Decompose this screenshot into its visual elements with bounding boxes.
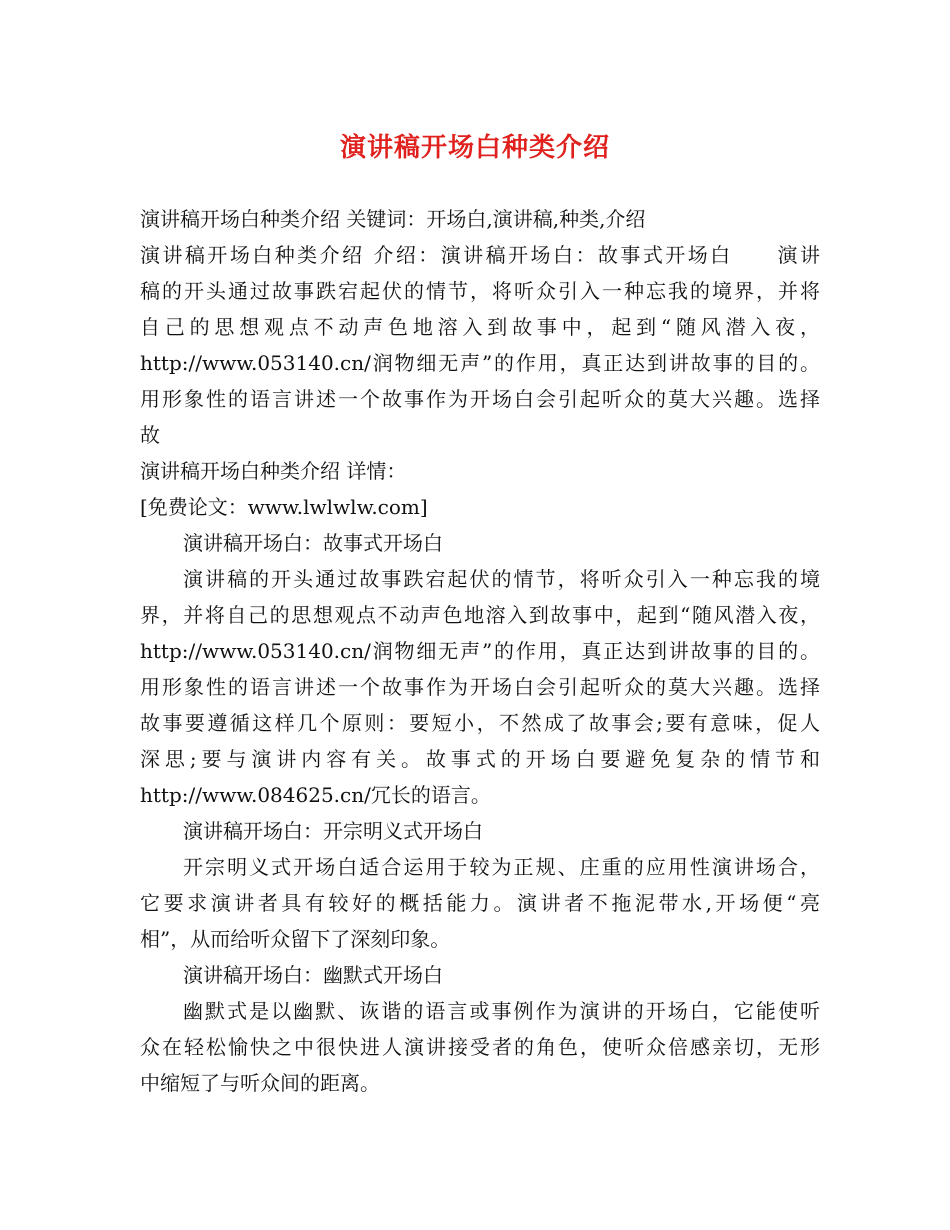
section-heading: 演讲稿开场白：开宗明义式开场白 <box>183 819 483 843</box>
section-heading: 演讲稿开场白：幽默式开场白 <box>183 963 443 987</box>
body-line: 中缩短了与听众间的距离。 <box>140 1071 380 1095</box>
summary-line: http://www.053140.cn/润物细无声”的作用，真正达到讲故事的目的。 <box>140 351 820 375</box>
source-line: [免费论文：www.lwlwlw.com] <box>140 495 428 519</box>
summary-line: 演讲稿开场白种类介绍 介绍：演讲稿开场白：故事式开场白 演讲 <box>140 243 820 267</box>
body-line: 故事要遵循这样几个原则：要短小，不然成了故事会;要有意味，促人 <box>140 711 820 735</box>
summary-line: 用形象性的语言讲述一个故事作为开场白会引起听众的莫大兴趣。选择 <box>140 387 820 411</box>
details-heading: 演讲稿开场白种类介绍 详情： <box>140 459 407 483</box>
keywords-line: 演讲稿开场白种类介绍 关键词：开场白,演讲稿,种类,介绍 <box>140 207 646 231</box>
summary-line: 稿的开头通过故事跌宕起伏的情节，将听众引入一种忘我的境界，并将 <box>140 279 820 303</box>
section-heading: 演讲稿开场白：故事式开场白 <box>183 531 443 555</box>
summary-line: 自己的思想观点不动声色地溶入到故事中，起到“随风潜入夜， <box>140 315 820 339</box>
body-line: 界，并将自己的思想观点不动声色地溶入到故事中，起到“随风潜入夜， <box>140 603 820 627</box>
body-line: 开宗明义式开场白适合运用于较为正规、庄重的应用性演讲场合， <box>183 855 820 879</box>
body-line: 深思;要与演讲内容有关。故事式的开场白要避免复杂的情节和 <box>140 747 820 771</box>
body-line: http://www.053140.cn/润物细无声”的作用，真正达到讲故事的目的。 <box>140 639 820 663</box>
body-line: 相”，从而给听众留下了深刻印象。 <box>140 927 451 951</box>
body-line: 演讲稿的开头通过故事跌宕起伏的情节，将听众引入一种忘我的境 <box>183 567 820 591</box>
body-line: 幽默式是以幽默、诙谐的语言或事例作为演讲的开场白，它能使听 <box>183 999 820 1023</box>
page-title: 演讲稿开场白种类介绍 <box>339 133 610 163</box>
body-line: 众在轻松愉快之中很快进人演讲接受者的角色，使听众倍感亲切，无形 <box>140 1035 820 1059</box>
summary-line: 故 <box>140 423 160 447</box>
body-line: 它要求演讲者具有较好的概括能力。演讲者不拖泥带水,开场便“亮 <box>140 891 820 915</box>
body-line: http://www.084625.cn/冗长的语言。 <box>140 783 491 807</box>
body-line: 用形象性的语言讲述一个故事作为开场白会引起听众的莫大兴趣。选择 <box>140 675 820 699</box>
